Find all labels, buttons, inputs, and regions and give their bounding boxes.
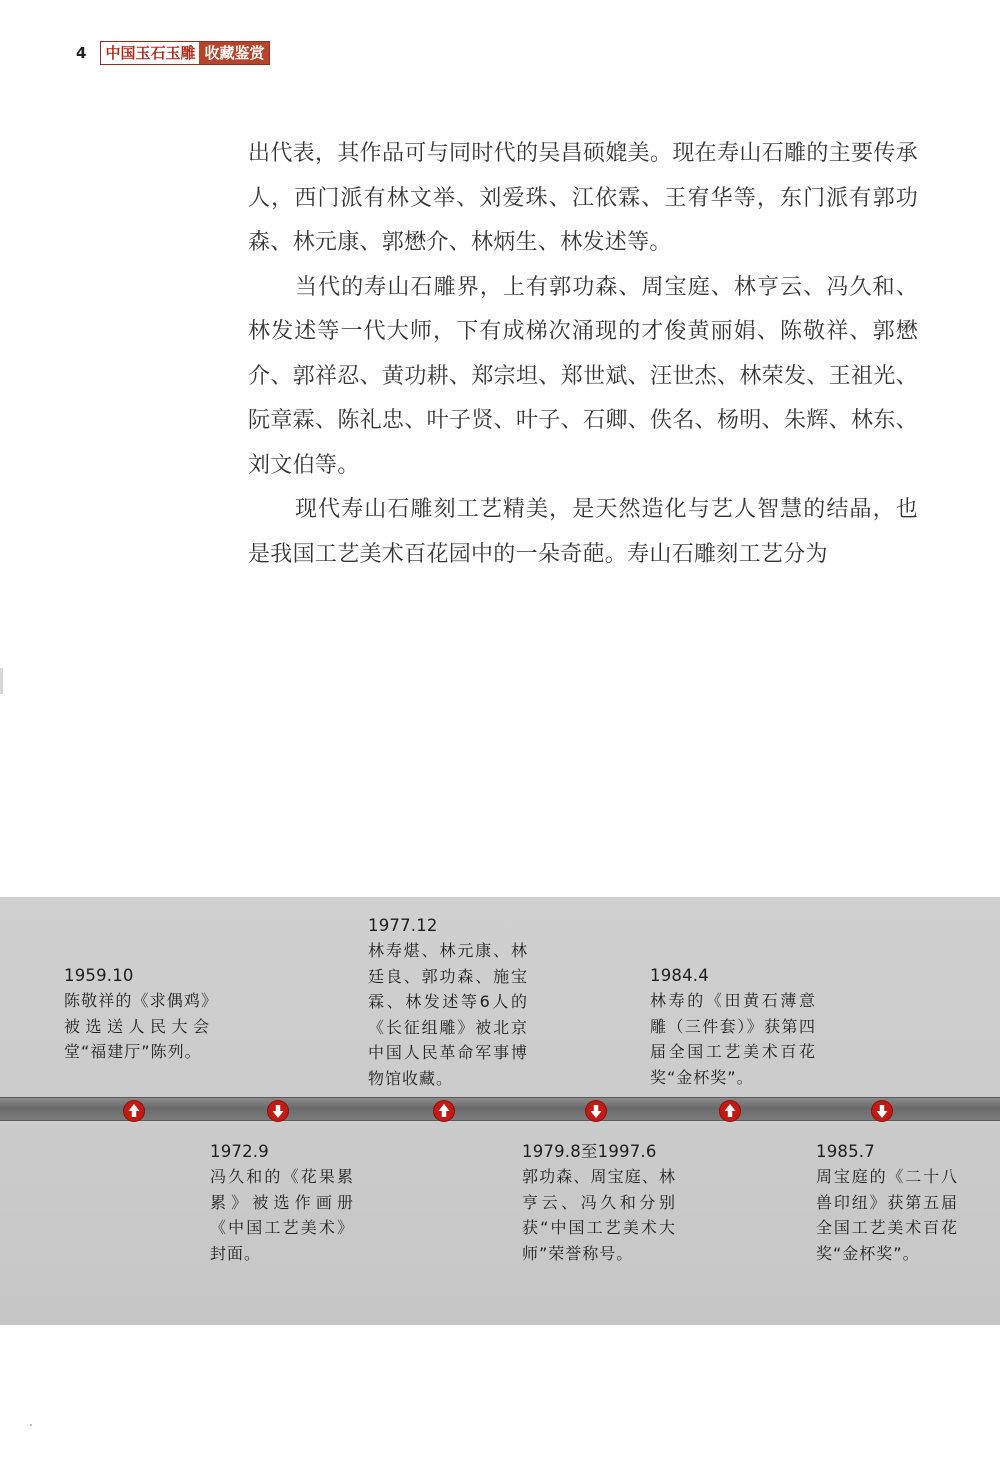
page-header [76,40,270,66]
timeline-event [650,963,816,1090]
event-text: 陈敬祥的《求偶鸡》被选送人民大会堂“福建厅”陈列。 [64,991,210,1061]
timeline-event [210,1139,354,1266]
page-number: 4 [76,44,87,62]
paragraph: 当代的寿山石雕界，上有郭功森、周宝庭、林亨云、冯久和、林发述等一代大师，下有成梯次涌现的才俊黄丽娟、陈敬祥、郭懋介、郭祥忍、黄功耕、郑宗坦、郑世斌、汪世杰、林荣发、王祖光、阮章霖、陈礼忠、叶子贤、叶子、石卿、佚名、杨明、朱辉、林东、刘文伯等。 [248,274,918,478]
event-text: 林寿煁、林元康、林廷良、郭功森、施宝霖、林发述等6人的《长征组雕》被北京中国人民革命军事博物馆收藏。 [368,941,528,1088]
timeline-event [816,1139,958,1266]
series-label [100,41,270,65]
timeline-bar [0,1097,1000,1121]
event-date: 1985.7 [816,1142,875,1161]
paragraph: 出代表，其作品可与同时代的吴昌硕媲美。现在寿山石雕的主要传承人，西门派有林文举、刘爱珠、江依霖、王宥华等，东门派有郭功森、林元康、郭懋介、林炳生、林发述等。 [248,141,918,255]
timeline-event [522,1139,676,1266]
down-arrow-icon [872,1101,892,1121]
timeline-event [64,963,210,1065]
up-arrow-icon [434,1101,454,1121]
event-text: 郭功森、周宝庭、林亨云、冯久和分别获“中国工艺美术大师”荣誉称号。 [522,1167,676,1263]
event-date: 1984.4 [650,966,709,985]
body-text [248,132,918,577]
paragraph: 现代寿山石雕刻工艺精美，是天然造化与艺人智慧的结晶，也是我国工艺美术百花园中的一朵奇葩。寿山石雕刻工艺分为 [248,497,918,567]
event-date: 1972.9 [210,1142,269,1161]
event-date: 1959.10 [64,966,134,985]
margin-mark [0,668,3,694]
event-text: 冯久和的《花果累累》被选作画册《中国工艺美术》封面。 [210,1167,354,1263]
event-date: 1979.8至1997.6 [522,1142,657,1161]
series-subtitle: 收藏鉴赏 [199,42,269,64]
timeline-event [368,913,528,1091]
event-date: 1977.12 [368,916,438,935]
down-arrow-icon [586,1101,606,1121]
up-arrow-icon [124,1101,144,1121]
timeline-panel [0,897,1000,1325]
up-arrow-icon [720,1101,740,1121]
event-text: 林寿的《田黄石薄意雕（三件套）》获第四届全国工艺美术百花奖“金杯奖”。 [650,991,816,1087]
scan-speck [30,1424,32,1426]
series-title: 中国玉石玉雕 [101,42,199,64]
down-arrow-icon [268,1101,288,1121]
event-text: 周宝庭的《二十八兽印纽》获第五届全国工艺美术百花奖“金杯奖”。 [816,1167,958,1263]
